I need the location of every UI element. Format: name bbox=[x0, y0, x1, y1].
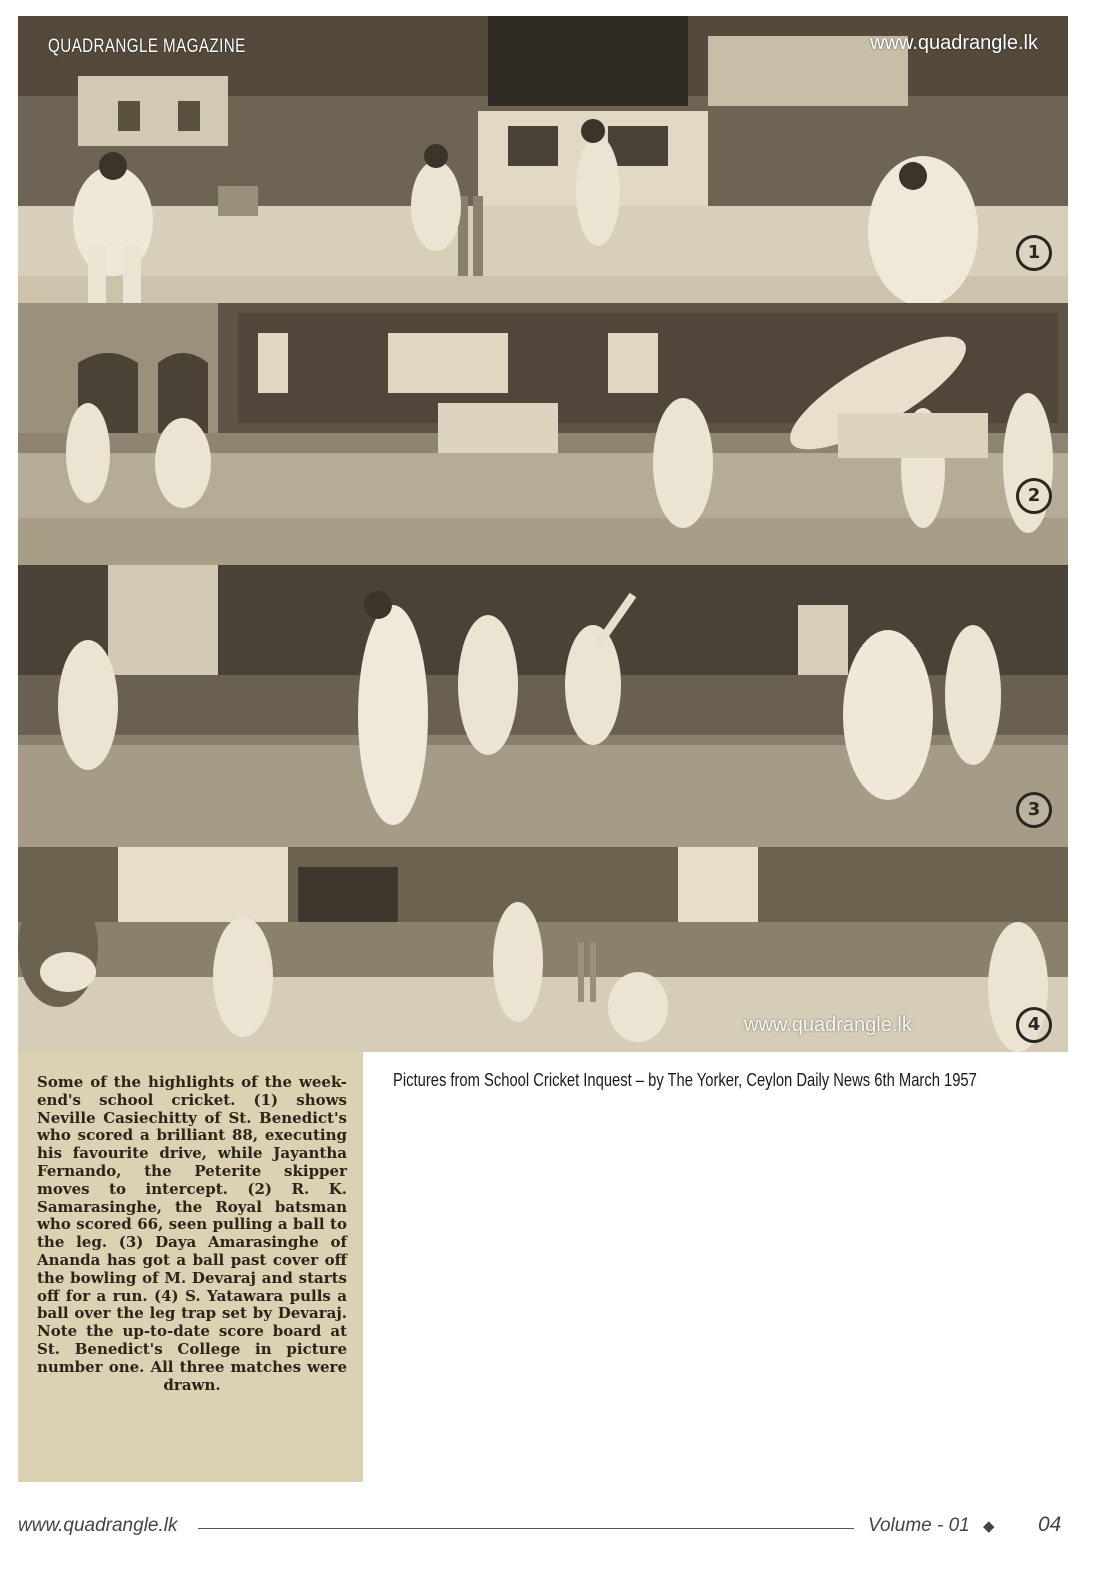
footer-volume: Volume - 01 bbox=[868, 1515, 970, 1536]
photo-2 bbox=[18, 303, 1068, 565]
page-number: 04 bbox=[1038, 1513, 1062, 1536]
newspaper-caption-clipping bbox=[18, 1052, 363, 1482]
footer-url: www.quadrangle.lk bbox=[18, 1515, 178, 1536]
photo-number-2: 2 bbox=[1016, 478, 1052, 514]
watermark-bottom: www.quadrangle.lk bbox=[744, 1014, 912, 1036]
photo-2-image bbox=[18, 303, 1068, 565]
footer-divider bbox=[198, 1528, 854, 1529]
watermark-top: www.quadrangle.lk bbox=[870, 32, 1038, 54]
magazine-title: QUADRANGLE MAGAZINE bbox=[48, 36, 246, 57]
caption-text: Some of the highlights of the week-end's school cricket. (1) shows Neville Casiechitty of St. Benedict's who scored a brilliant 88, executing his favourite drive, while Jayantha Fernando, the Peterite skipper moves to intercept. (2) R. K. Samarasinghe, the Royal batsman who scored 66, seen pulling a ball to the leg. (3) Daya Amarasinghe of Ananda has got a ball past cover off the bowling of M. Devaraj and starts off for a run. (4) S. Yatawara pulls a ball over the leg trap set by Devaraj. Note the up-to-date score board at St. Benedict's College in picture number one. All three matches were drawn. bbox=[37, 1073, 347, 1394]
photo-3 bbox=[18, 565, 1068, 847]
photo-1 bbox=[18, 16, 1068, 303]
photo-number-4: 4 bbox=[1016, 1007, 1052, 1043]
diamond-icon: ◆ bbox=[983, 1518, 995, 1535]
photo-3-image bbox=[18, 565, 1068, 847]
photo-number-3: 3 bbox=[1016, 792, 1052, 828]
cricket-photo-collage bbox=[18, 16, 1068, 1052]
source-credit: Pictures from School Cricket Inquest – by The Yorker, Ceylon Daily News 6th March 1957 bbox=[393, 1070, 977, 1090]
photo-number-1: 1 bbox=[1016, 235, 1052, 271]
photo-1-image bbox=[18, 16, 1068, 303]
